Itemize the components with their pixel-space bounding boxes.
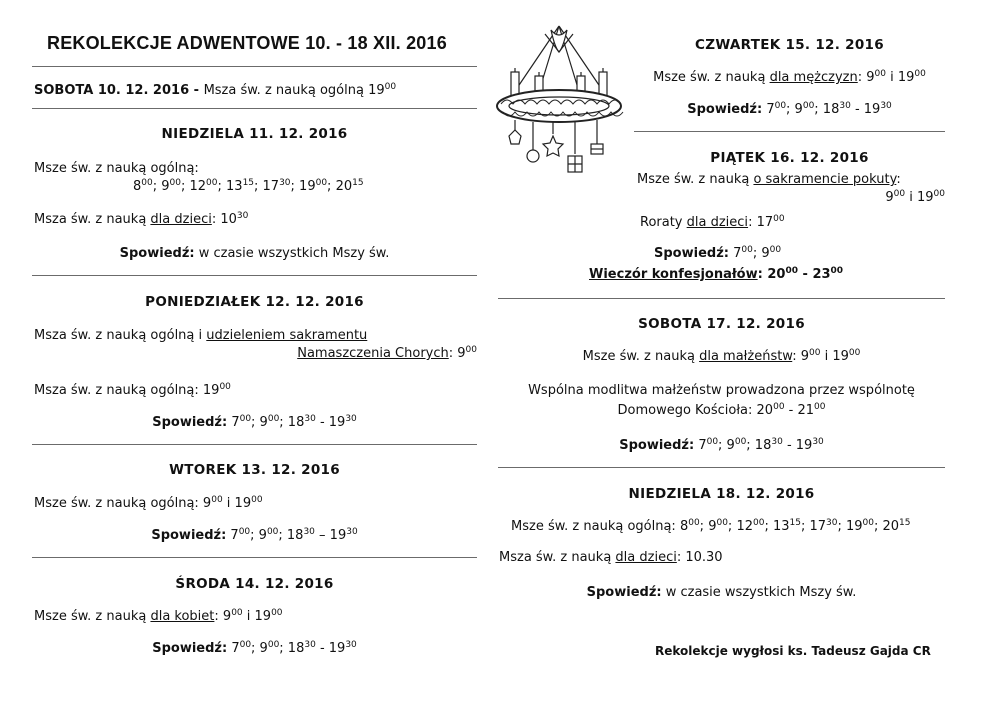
fri-l1-u: o sakramencie pokuty: [753, 172, 897, 187]
wed-confession: [32, 640, 477, 657]
fri-wiecz-h2: - 23: [798, 267, 831, 282]
mon-l3-m: 00: [219, 382, 231, 392]
sat1-sup: 00: [384, 82, 397, 92]
conf-part: 7: [226, 528, 239, 543]
sat2-l3-h: Domowego Kościoła: 20: [617, 403, 774, 418]
sat2-l3-h2: - 21: [784, 403, 815, 418]
conf-part: 7: [227, 415, 240, 430]
time-hour: 19: [845, 519, 863, 534]
time-hour: 20: [335, 179, 353, 194]
mon-l1-u: udzieleniem sakramentu: [206, 328, 368, 343]
conf-sup: 30: [346, 527, 358, 537]
time-minute: 00: [141, 178, 153, 188]
time-minute: 00: [206, 178, 218, 188]
fri-l2-h2: i 19: [905, 190, 934, 205]
conf-part: ; 18: [279, 641, 305, 656]
divider: [498, 298, 945, 299]
sun2-kids-u: dla dzieci: [615, 550, 677, 565]
conf-part: 7: [227, 641, 240, 656]
fri-roraty: [640, 214, 785, 231]
fri-l2-m2: 00: [933, 189, 945, 199]
sun1-conf-label: Spowiedź:: [119, 246, 195, 261]
fri-ror-u: dla dzieci: [686, 215, 749, 230]
divider: [32, 557, 477, 558]
thu-l1-pre: Msze św. z nauką: [653, 70, 770, 85]
thu-confession: [634, 101, 945, 118]
sun2-kids-pre: Msza św. z nauką: [499, 550, 616, 565]
conf-sup: 30: [304, 640, 316, 650]
sun2-l1: Msze św. z nauką ogólną:: [511, 519, 680, 534]
wed-l1-pre: Msze św. z nauką: [34, 609, 151, 624]
thu-line1: [634, 69, 945, 86]
time-hour: 20: [882, 519, 900, 534]
time-minute: 00: [752, 518, 765, 528]
fri-line1: [637, 171, 901, 188]
sun2-line1: [511, 518, 911, 535]
time-hour: 19: [299, 179, 316, 194]
time-hour: 17: [262, 179, 280, 194]
mon-confession: [32, 414, 477, 431]
mon-line1: [34, 327, 367, 344]
sat2-l3-m2: 00: [814, 402, 826, 412]
conf-sup: 00: [741, 245, 753, 255]
wed-conf-label: Spowiedź:: [152, 641, 228, 656]
sat1-line: [34, 82, 396, 99]
tue-l1-m2: 00: [251, 495, 263, 505]
conf-part: ; 9: [752, 246, 770, 261]
sat2-l3-m: 00: [773, 402, 785, 412]
time-hour: 9: [708, 519, 717, 534]
time-separator: ;: [180, 179, 190, 194]
sun2-conf-text: w czasie wszystkich Mszy św.: [661, 585, 857, 600]
sun1-heading: NIEDZIELA 11. 12. 2016: [161, 126, 348, 142]
sat2-heading: SOBOTA 17. 12. 2016: [638, 316, 805, 332]
time-hour: 12: [189, 179, 207, 194]
conf-sup: 00: [239, 640, 252, 650]
time-minute: 15: [352, 178, 364, 188]
time-hour: 13: [772, 519, 790, 534]
conf-sup: 30: [812, 437, 824, 447]
time-hour: 8: [679, 519, 689, 534]
mon-line2: [32, 345, 477, 362]
fri-heading: PIĄTEK 16. 12. 2016: [710, 150, 869, 166]
footer-preacher: Rekolekcje wygłosi ks. Tadeusz Gajda CR: [655, 644, 931, 658]
conf-part: ; 9: [251, 415, 268, 430]
sat2-l1-m: 00: [809, 348, 821, 358]
fri-ror-m: 00: [773, 214, 785, 224]
thu-l1-m2: 00: [914, 69, 926, 79]
sun1-kids-u: dla dzieci: [150, 212, 212, 227]
sun1-kids-m: 30: [236, 211, 249, 221]
time-separator: ;: [152, 179, 162, 194]
time-hour: 8: [133, 179, 142, 194]
divider: [32, 444, 477, 445]
sun2-kids-post: : 10.30: [676, 550, 723, 565]
conf-part: ; 18: [278, 528, 304, 543]
conf-part: ; 9: [718, 438, 735, 453]
tue-line1: [34, 495, 263, 512]
time-minute: 15: [242, 178, 255, 188]
sun1-confession: [32, 245, 477, 262]
sun2-kids: [499, 549, 723, 566]
conf-part: - 19: [315, 415, 346, 430]
conf-sup: 00: [734, 437, 747, 447]
time-minute: 30: [826, 518, 838, 528]
fri-wieczor: [589, 266, 843, 283]
conf-part: 7: [694, 438, 707, 453]
mon-heading: PONIEDZIAŁEK 12. 12. 2016: [145, 294, 364, 310]
sat2-conf-label: Spowiedź:: [619, 438, 695, 453]
thu-l1-m: 00: [874, 69, 886, 79]
wed-l1-h2: i 19: [242, 609, 272, 624]
fri-l1-pre: Msze św. z nauką: [637, 172, 754, 187]
conf-part: 7: [762, 102, 775, 117]
wed-l1-u: dla kobiet: [150, 609, 215, 624]
conf-part: ; 9: [251, 641, 268, 656]
wed-l1-m: 00: [231, 608, 243, 618]
sat2-l1-h: : 9: [792, 349, 810, 364]
thu-conf-label: Spowiedź:: [687, 102, 763, 117]
conf-sup: 30: [303, 527, 315, 537]
page-title: REKOLEKCJE ADWENTOWE 10. - 18 XII. 2016: [47, 33, 447, 53]
conf-part: ; 18: [279, 415, 305, 430]
conf-sup: 00: [769, 245, 782, 255]
sat2-line3: [498, 402, 945, 419]
conf-part: ; 9: [786, 102, 803, 117]
conf-sup: 00: [267, 414, 280, 424]
time-separator: ;: [217, 179, 227, 194]
sat2-line2: Wspólna modlitwa małżeństw prowadzona przez wspólnotę: [528, 383, 915, 398]
time-minute: 15: [899, 518, 911, 528]
time-separator: ;: [327, 179, 336, 194]
tue-l1-h: Msze św. z nauką ogólną: 9: [34, 496, 212, 511]
conf-sup: 30: [771, 437, 783, 447]
sun2-heading: NIEDZIELA 18. 12. 2016: [628, 486, 815, 502]
sun2-conf-label: Spowiedź:: [586, 585, 662, 600]
tue-l1-m: 00: [211, 495, 223, 505]
wed-line1: [34, 608, 283, 625]
sun2-times: [680, 519, 911, 534]
sun1-line1: Msze św. z nauką ogólną:: [34, 161, 199, 176]
time-hour: 9: [161, 179, 170, 194]
thu-l1-u: dla mężczyzn: [769, 70, 858, 85]
mon-l2-u: Namaszczenia Chorych: [297, 346, 449, 361]
time-hour: 17: [809, 519, 827, 534]
conf-part: 7: [728, 246, 742, 261]
divider: [498, 467, 945, 468]
tue-conf-label: Spowiedź:: [151, 528, 227, 543]
time-minute: 00: [169, 178, 181, 188]
divider: [32, 66, 477, 67]
conf-part: ; 18: [746, 438, 772, 453]
fri-wieczor-label: Wieczór konfesjonałów: [589, 267, 758, 282]
conf-sup: 00: [266, 527, 279, 537]
fri-wiecz-h: : 20: [757, 267, 786, 282]
sun1-kids-pre: Msza św. z nauką: [34, 212, 151, 227]
fri-l2-m: 00: [893, 189, 906, 199]
mon-l3-h: Msza św. z nauką ogólną: 19: [34, 383, 220, 398]
conf-sup: 00: [706, 437, 719, 447]
thu-l1-h: : 9: [857, 70, 875, 85]
sat2-l1-pre: Msze św. z nauką: [582, 349, 700, 364]
sun1-conf-text: w czasie wszystkich Mszy św.: [194, 246, 390, 261]
mon-line3: [34, 382, 231, 399]
conf-sup: 30: [839, 101, 851, 111]
time-separator: ;: [837, 519, 846, 534]
fri-wiecz-m: 00: [785, 266, 798, 276]
conf-part: - 19: [315, 641, 346, 656]
thu-l1-h2: i 19: [886, 70, 915, 85]
fri-l1-post: :: [896, 172, 901, 187]
divider: [32, 275, 477, 276]
conf-sup: 00: [774, 101, 787, 111]
advent-wreath-icon: [493, 24, 625, 184]
wed-l1-h: : 9: [214, 609, 232, 624]
divider: [32, 108, 477, 109]
conf-sup: 30: [345, 640, 357, 650]
fri-line2: [634, 189, 945, 206]
time-separator: ;: [699, 519, 709, 534]
time-minute: 30: [279, 178, 291, 188]
time-minute: 00: [315, 178, 328, 188]
wed-l1-m2: 00: [271, 608, 283, 618]
sat2-l1-h2: i 19: [820, 349, 849, 364]
divider: [634, 131, 945, 132]
time-minute: 00: [688, 518, 700, 528]
time-separator: ;: [800, 519, 810, 534]
sun1-times: [133, 178, 364, 195]
time-separator: ;: [727, 519, 737, 534]
mon-l1-pre: Msza św. z nauką ogólną i: [34, 328, 207, 343]
conf-sup: 00: [239, 414, 252, 424]
fri-confession: [654, 245, 781, 262]
tue-heading: WTOREK 13. 12. 2016: [169, 462, 340, 478]
mon-l2-m: 00: [465, 345, 477, 355]
sun2-confession: [498, 584, 945, 601]
conf-part: - 19: [782, 438, 813, 453]
conf-part: ; 9: [250, 528, 267, 543]
sun1-kids-h: : 10: [211, 212, 237, 227]
sat2-confession: [498, 437, 945, 454]
fri-conf-label: Spowiedź:: [654, 246, 729, 261]
tue-l1-h2: i 19: [222, 496, 252, 511]
conf-sup: 00: [267, 640, 280, 650]
fri-ror-h: : 17: [748, 215, 774, 230]
conf-sup: 30: [304, 414, 316, 424]
wed-heading: ŚRODA 14. 12. 2016: [175, 576, 334, 592]
sat2-l1-m2: 00: [848, 348, 861, 358]
fri-l2-h: 9: [885, 190, 894, 205]
conf-part: – 19: [314, 528, 347, 543]
thu-heading: CZWARTEK 15. 12. 2016: [695, 37, 884, 53]
time-separator: ;: [764, 519, 773, 534]
time-separator: ;: [290, 179, 300, 194]
mon-conf-label: Spowiedź:: [152, 415, 228, 430]
sat1-text: Msza św. z nauką ogólną 19: [203, 83, 385, 98]
conf-sup: 00: [802, 101, 815, 111]
conf-part: - 19: [850, 102, 881, 117]
tue-confession: [32, 527, 477, 544]
time-minute: 00: [862, 518, 874, 528]
mon-l2-h: : 9: [448, 346, 466, 361]
sat2-l1-u: dla małżeństw: [699, 349, 793, 364]
fri-ror-pre: Roraty: [640, 215, 687, 230]
conf-sup: 30: [345, 414, 357, 424]
conf-sup: 00: [238, 527, 251, 537]
conf-part: ; 18: [814, 102, 840, 117]
time-minute: 00: [716, 518, 728, 528]
time-minute: 15: [789, 518, 801, 528]
sat1-heading: SOBOTA 10. 12. 2016 -: [34, 83, 204, 98]
fri-wiecz-m2: 00: [830, 266, 844, 276]
time-separator: ;: [254, 179, 263, 194]
time-hour: 13: [226, 179, 243, 194]
time-hour: 12: [736, 519, 753, 534]
time-separator: ;: [873, 519, 883, 534]
sun1-kids: [34, 211, 248, 228]
conf-sup: 30: [880, 101, 892, 111]
sat2-line1: [498, 348, 945, 365]
